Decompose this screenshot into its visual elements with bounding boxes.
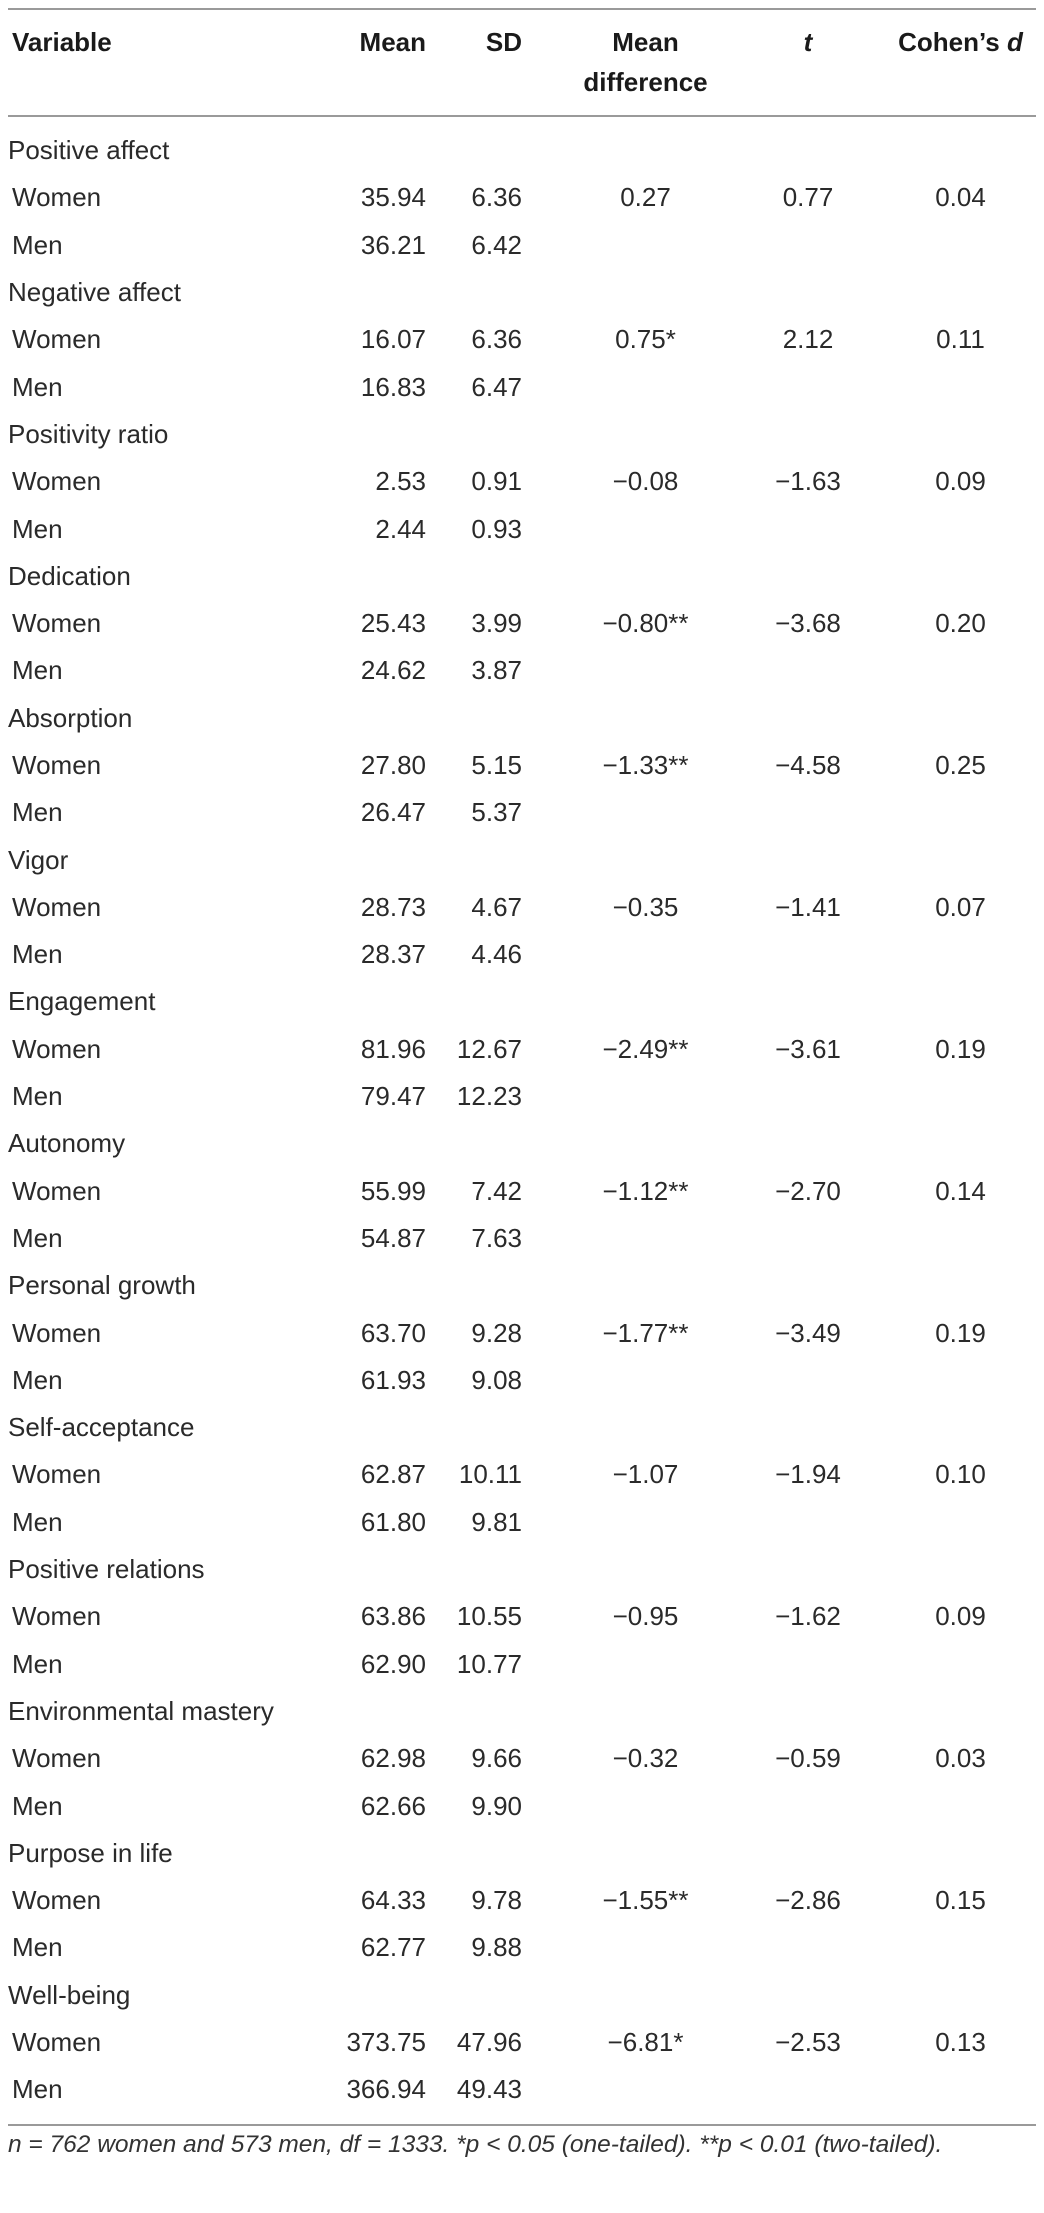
table-row-men	[8, 222, 1038, 269]
header-cohens-d-symbol: d	[1006, 27, 1023, 57]
cell-mean: 61.80	[360, 1506, 426, 1537]
cell-mean: 366.94	[346, 2074, 426, 2105]
cell-empty	[558, 789, 733, 836]
cell-empty	[883, 1782, 1038, 1829]
gender-differences-table	[8, 10, 1038, 2113]
row-label-women: Women	[12, 750, 102, 780]
header-t	[733, 10, 883, 127]
cell-mean-difference: −6.81*	[607, 2027, 684, 2058]
cell-mean: 28.37	[360, 939, 426, 970]
cell-mean: 25.43	[360, 608, 426, 639]
cell-mean-difference: −0.08	[612, 466, 679, 497]
row-label-women: Women	[12, 1601, 102, 1632]
table-row-women	[8, 1451, 1038, 1498]
row-label-women: Women	[12, 1459, 102, 1490]
cell-mean: 2.44	[375, 513, 426, 544]
header-sd: SD	[485, 27, 522, 57]
cell-empty	[558, 1215, 733, 1262]
variable-group-label: Dedication	[8, 560, 131, 591]
cell-empty	[733, 363, 883, 410]
cell-empty	[733, 1073, 883, 1120]
cell-mean: 36.21	[360, 229, 426, 260]
header-mean-difference-line1: Mean	[612, 27, 679, 57]
variable-group-label: Autonomy	[8, 1128, 126, 1159]
group-row	[8, 1972, 1038, 2019]
row-label-men: Men	[12, 1222, 63, 1253]
cell-empty	[558, 1499, 733, 1546]
cell-mean: 55.99	[360, 1175, 426, 1206]
cell-sd: 9.08	[471, 1364, 522, 1395]
group-row	[8, 553, 1038, 600]
row-label-men: Men	[12, 1081, 63, 1112]
table-row-men	[8, 1499, 1038, 1546]
cell-t: −2.70	[775, 1175, 841, 1206]
group-row	[8, 269, 1038, 316]
header-mean-difference	[558, 10, 733, 127]
table-row-women	[8, 458, 1038, 505]
cell-empty	[883, 931, 1038, 978]
cell-empty	[733, 789, 883, 836]
cell-empty	[558, 222, 733, 269]
cell-mean: 24.62	[360, 655, 426, 686]
table-row-men	[8, 931, 1038, 978]
cell-t: −1.62	[775, 1601, 841, 1632]
cell-mean: 54.87	[360, 1222, 426, 1253]
cell-sd: 9.66	[471, 1743, 522, 1774]
cell-sd: 6.47	[471, 371, 522, 402]
group-row	[8, 695, 1038, 742]
variable-group-label: Personal growth	[8, 1270, 196, 1301]
cell-mean-difference: −1.55**	[602, 1885, 689, 1916]
cell-mean: 27.80	[360, 750, 426, 780]
cell-sd: 6.42	[471, 229, 522, 260]
group-row	[8, 1404, 1038, 1451]
table-row-women	[8, 1168, 1038, 1215]
cell-sd: 9.78	[471, 1885, 522, 1916]
cell-mean: 62.98	[360, 1743, 426, 1774]
table-body	[8, 127, 1038, 2113]
cell-sd: 4.46	[471, 939, 522, 970]
cell-mean: 62.90	[360, 1648, 426, 1679]
table-row-men	[8, 1782, 1038, 1829]
variable-group-label: Self-acceptance	[8, 1412, 195, 1443]
cell-mean: 35.94	[360, 182, 426, 213]
table-row-men	[8, 1641, 1038, 1688]
cell-mean: 62.77	[360, 1932, 426, 1963]
cell-t: −3.49	[775, 1317, 841, 1348]
cell-sd: 12.23	[456, 1081, 522, 1112]
table-row-women	[8, 1026, 1038, 1073]
cell-empty	[558, 1357, 733, 1404]
cell-empty	[558, 1782, 733, 1829]
cell-sd: 10.77	[456, 1648, 522, 1679]
cell-sd: 5.37	[471, 797, 522, 828]
cell-mean-difference: −0.80**	[602, 608, 689, 639]
header-cohens-prefix: Cohen’s	[898, 27, 1007, 57]
cell-empty	[883, 1499, 1038, 1546]
table-row-men	[8, 1357, 1038, 1404]
cell-cohens-d: 0.10	[935, 1459, 986, 1490]
row-label-women: Women	[12, 1317, 102, 1348]
cell-empty	[883, 222, 1038, 269]
row-label-women: Women	[12, 891, 102, 922]
cell-cohens-d: 0.25	[935, 750, 986, 780]
cell-cohens-d: 0.13	[935, 2027, 986, 2058]
cell-t: −2.86	[775, 1885, 841, 1916]
table-row-men	[8, 1924, 1038, 1971]
cell-t: −1.41	[775, 891, 841, 922]
cell-empty	[733, 2066, 883, 2113]
row-label-men: Men	[12, 513, 63, 544]
cell-sd: 9.88	[471, 1932, 522, 1963]
cell-t: 0.77	[782, 182, 834, 213]
row-label-men: Men	[12, 1648, 63, 1679]
cell-sd: 7.42	[471, 1175, 522, 1206]
cell-cohens-d: 0.07	[935, 891, 986, 922]
variable-group-label: Environmental mastery	[8, 1695, 274, 1726]
cell-mean: 2.53	[375, 466, 426, 497]
cell-mean-difference: −0.35	[612, 891, 679, 922]
variable-group-label: Purpose in life	[8, 1837, 173, 1868]
cell-sd: 0.93	[471, 513, 522, 544]
cell-mean-difference: −0.95	[612, 1601, 679, 1632]
cell-mean-difference: −2.49**	[602, 1033, 689, 1064]
cell-sd: 5.15	[471, 750, 522, 780]
table-row-men	[8, 505, 1038, 552]
cell-mean: 63.86	[360, 1601, 426, 1632]
cell-sd: 6.36	[471, 324, 522, 355]
cell-sd: 4.67	[471, 891, 522, 922]
cell-mean-difference: 0.75*	[615, 324, 676, 355]
cell-t: 2.12	[782, 324, 834, 355]
cell-empty	[733, 1499, 883, 1546]
cell-empty	[733, 1641, 883, 1688]
row-label-women: Women	[12, 1885, 102, 1916]
cell-cohens-d: 0.09	[935, 466, 986, 497]
cell-t: −3.61	[775, 1033, 841, 1064]
cell-empty	[733, 222, 883, 269]
group-row	[8, 1120, 1038, 1167]
table-row-men	[8, 2066, 1038, 2113]
cell-empty	[883, 1357, 1038, 1404]
cell-cohens-d: 0.04	[935, 182, 986, 213]
variable-group-label: Vigor	[8, 844, 69, 875]
cell-mean: 16.83	[360, 371, 426, 402]
cell-empty	[883, 1073, 1038, 1120]
group-row	[8, 978, 1038, 1025]
row-label-women: Women	[12, 1033, 102, 1064]
row-label-men: Men	[12, 1506, 63, 1537]
table-row-women	[8, 742, 1038, 789]
cell-sd: 12.67	[456, 1033, 522, 1064]
row-label-women: Women	[12, 182, 102, 213]
table-row-men	[8, 363, 1038, 410]
row-label-men: Men	[12, 229, 63, 260]
cell-mean: 28.73	[360, 891, 426, 922]
group-row	[8, 1546, 1038, 1593]
cell-t: −3.68	[775, 608, 841, 639]
cell-cohens-d: 0.03	[935, 1743, 986, 1774]
cell-mean: 62.87	[360, 1459, 426, 1490]
cell-empty	[733, 1215, 883, 1262]
table-row-women	[8, 1877, 1038, 1924]
cell-empty	[733, 647, 883, 694]
bottom-rule	[8, 2124, 1036, 2126]
cell-mean: 26.47	[360, 797, 426, 828]
row-label-men: Men	[12, 797, 63, 828]
cell-empty	[733, 1782, 883, 1829]
cell-cohens-d: 0.11	[936, 324, 985, 355]
table-row-women	[8, 1309, 1038, 1356]
table-row-men	[8, 1215, 1038, 1262]
cell-empty	[733, 931, 883, 978]
cell-mean: 64.33	[360, 1885, 426, 1916]
cell-empty	[733, 505, 883, 552]
group-row	[8, 411, 1038, 458]
table-row-women	[8, 2019, 1038, 2066]
row-label-women: Women	[12, 1743, 102, 1774]
header-mean-difference-line2: difference	[583, 67, 708, 97]
cell-empty	[883, 1641, 1038, 1688]
cell-mean: 61.93	[360, 1364, 426, 1395]
cell-sd: 10.55	[456, 1601, 522, 1632]
cell-cohens-d: 0.20	[935, 608, 986, 639]
row-label-men: Men	[12, 1932, 63, 1963]
row-label-women: Women	[12, 1175, 102, 1206]
table-header-row	[8, 10, 1038, 127]
table-row-men	[8, 647, 1038, 694]
cell-t: −2.53	[775, 2027, 841, 2058]
cell-sd: 3.87	[471, 655, 522, 686]
cell-mean: 62.66	[360, 1790, 426, 1821]
cell-mean-difference: 0.27	[620, 182, 671, 213]
group-row	[8, 1830, 1038, 1877]
cell-sd: 6.36	[471, 182, 522, 213]
table-row-women	[8, 316, 1038, 363]
cell-mean: 373.75	[346, 2027, 426, 2058]
cell-empty	[883, 2066, 1038, 2113]
table-footnote: n = 762 women and 573 men, df = 1333. *p < 0.05 (one-tailed). **p < 0.01 (two-tailed).	[8, 2131, 943, 2158]
variable-group-label: Positive relations	[8, 1554, 205, 1585]
cell-mean-difference: −1.77**	[602, 1317, 689, 1348]
cell-empty	[883, 1215, 1038, 1262]
cell-sd: 9.90	[471, 1790, 522, 1821]
cell-sd: 0.91	[471, 466, 522, 497]
table-row-women	[8, 1735, 1038, 1782]
cell-mean-difference: −0.32	[612, 1743, 679, 1774]
group-row	[8, 127, 1038, 174]
header-variable: Variable	[12, 27, 112, 57]
cell-empty	[558, 1073, 733, 1120]
cell-mean-difference: −1.12**	[602, 1175, 689, 1206]
cell-sd: 9.81	[471, 1506, 522, 1537]
group-row	[8, 1262, 1038, 1309]
cell-mean: 63.70	[360, 1317, 426, 1348]
cell-cohens-d: 0.14	[935, 1175, 986, 1206]
cell-t: −1.63	[775, 466, 841, 497]
row-label-men: Men	[12, 2074, 63, 2105]
cell-sd: 10.11	[458, 1459, 522, 1490]
cell-empty	[558, 647, 733, 694]
variable-group-label: Negative affect	[8, 277, 181, 308]
variable-group-label: Well-being	[8, 1979, 131, 2010]
cell-t: −1.94	[775, 1459, 841, 1490]
row-label-men: Men	[12, 371, 63, 402]
cell-sd: 7.63	[471, 1222, 522, 1253]
cell-sd: 49.43	[456, 2074, 522, 2105]
cell-empty	[558, 2066, 733, 2113]
header-mean: Mean	[359, 27, 426, 57]
cell-cohens-d: 0.15	[935, 1885, 986, 1916]
cell-cohens-d: 0.09	[935, 1601, 986, 1632]
cell-empty	[883, 1924, 1038, 1971]
cell-empty	[883, 505, 1038, 552]
cell-empty	[733, 1924, 883, 1971]
cell-cohens-d: 0.19	[935, 1033, 986, 1064]
row-label-women: Women	[12, 608, 102, 639]
header-cohens-d	[883, 10, 1038, 127]
cell-mean: 81.96	[360, 1033, 426, 1064]
cell-t: −4.58	[775, 750, 841, 780]
cell-cohens-d: 0.19	[935, 1317, 986, 1348]
table-row-men	[8, 1073, 1038, 1120]
cell-empty	[883, 789, 1038, 836]
cell-sd: 47.96	[456, 2027, 522, 2058]
table-row-women	[8, 600, 1038, 647]
group-row	[8, 1688, 1038, 1735]
cell-mean-difference: −1.07	[612, 1459, 679, 1490]
table-row-women	[8, 174, 1038, 221]
variable-group-label: Positive affect	[8, 135, 170, 166]
row-label-men: Men	[12, 1364, 63, 1395]
cell-empty	[883, 363, 1038, 410]
group-row	[8, 836, 1038, 883]
cell-sd: 3.99	[471, 608, 522, 639]
row-label-women: Women	[12, 466, 102, 497]
cell-mean-difference: −1.33**	[602, 750, 689, 780]
cell-t: −0.59	[775, 1743, 841, 1774]
header-t-symbol: t	[803, 27, 813, 57]
variable-group-label: Engagement	[8, 986, 156, 1017]
row-label-women: Women	[12, 324, 102, 355]
table-row-women	[8, 884, 1038, 931]
cell-sd: 9.28	[471, 1317, 522, 1348]
cell-empty	[558, 1924, 733, 1971]
table-row-women	[8, 1593, 1038, 1640]
row-label-men: Men	[12, 939, 63, 970]
row-label-women: Women	[12, 2027, 102, 2058]
variable-group-label: Positivity ratio	[8, 418, 169, 449]
cell-empty	[883, 647, 1038, 694]
cell-empty	[558, 931, 733, 978]
cell-mean: 79.47	[360, 1081, 426, 1112]
row-label-men: Men	[12, 655, 63, 686]
table-row-men	[8, 789, 1038, 836]
row-label-men: Men	[12, 1790, 63, 1821]
variable-group-label: Absorption	[8, 702, 133, 733]
cell-empty	[558, 363, 733, 410]
cell-empty	[558, 505, 733, 552]
cell-mean: 16.07	[360, 324, 426, 355]
cell-empty	[558, 1641, 733, 1688]
cell-empty	[733, 1357, 883, 1404]
